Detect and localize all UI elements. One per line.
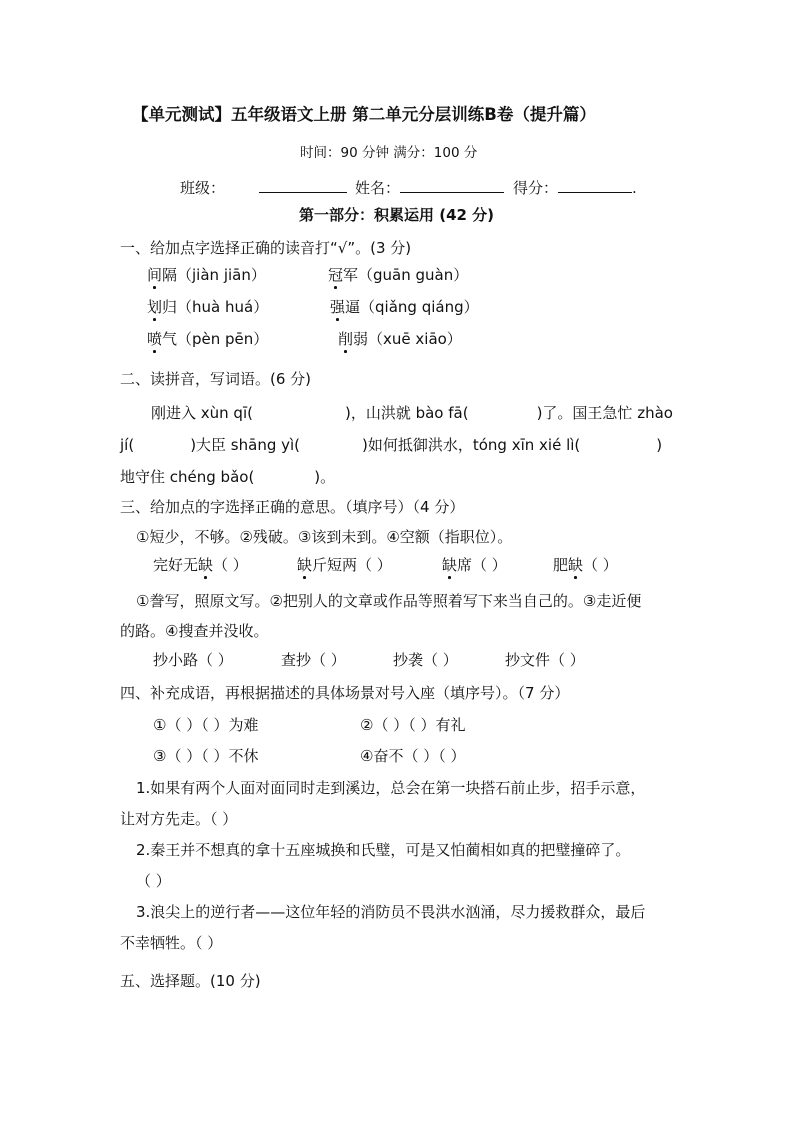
q1-item	[147, 332, 268, 347]
q1-item	[330, 300, 479, 315]
text: )。	[314, 468, 336, 486]
pinyin-options[interactable]: 气（pèn pēn）	[162, 330, 269, 348]
q3-word[interactable]	[297, 558, 392, 573]
dotted-char: 强	[330, 298, 346, 316]
dotted-char: 缺	[442, 556, 458, 574]
q3-definitions: 的路。④搜查并没收。	[120, 622, 269, 640]
text: （ ）	[213, 556, 248, 574]
q3-word[interactable]: 查抄（ ）	[281, 651, 346, 669]
name-label: 姓名：	[355, 179, 401, 197]
dotted-char: 缺	[297, 556, 313, 574]
text: 地守住 chéng bǎo(	[120, 468, 255, 486]
time-info: 时间：90 分钟 满分：100 分	[300, 145, 478, 161]
dotted-char: 缺	[568, 556, 584, 574]
text: 席（ ）	[457, 556, 507, 574]
q1-item	[147, 300, 268, 315]
q2-line	[120, 438, 662, 453]
scene-answer[interactable]: 不幸牺牲。（ ）	[120, 934, 223, 952]
dotted-char: 划	[147, 298, 163, 316]
dotted-char: 冠	[328, 266, 344, 284]
part1-heading: 第一部分：积累运用 (42 分)	[299, 206, 495, 224]
pinyin-options[interactable]: 弱（xuē xiāo）	[353, 330, 462, 348]
pinyin-options[interactable]: 逼（qiǎng qiáng）	[345, 298, 479, 316]
name-field[interactable]	[400, 178, 504, 193]
scene-text: 2.秦王并不想真的拿十五座城换和氏璧，可是又怕蔺相如真的把璧撞碎了。	[136, 841, 631, 859]
q3-word[interactable]	[553, 558, 618, 573]
q3-heading: 三、给加点的字选择正确的意思。（填序号）（4 分）	[120, 498, 465, 516]
q1-item	[147, 268, 266, 283]
q5-heading: 五、选择题。(10 分)	[120, 972, 261, 990]
pinyin-options[interactable]: 军（guān guàn）	[343, 266, 469, 284]
pinyin-options[interactable]: 隔（jiàn jiān）	[162, 266, 266, 284]
q1-item	[338, 332, 462, 347]
info-line	[180, 178, 637, 196]
text: )了。国王急忙 zhào	[536, 404, 673, 422]
q3-word[interactable]	[442, 558, 507, 573]
q1-heading: 一、给加点字选择正确的读音打“√”。(3 分)	[120, 239, 412, 257]
text: 刚进入 xùn qī(	[151, 404, 253, 422]
score-label: 得分：	[513, 179, 559, 197]
idiom-item[interactable]: ③（ ）（ ）不休	[153, 747, 259, 765]
q3-word[interactable]	[153, 558, 248, 573]
class-field[interactable]	[259, 178, 347, 193]
dotted-char: 间	[147, 266, 163, 284]
text: )大臣 shāng yì(	[190, 436, 301, 454]
score-field[interactable]	[558, 178, 632, 193]
q3-word[interactable]: 抄文件（ ）	[505, 651, 585, 669]
q3-definitions: ①短少，不够。②残破。③该到未到。④空额（指职位）。	[136, 528, 513, 546]
dotted-char: 喷	[147, 330, 163, 348]
q2-line	[120, 470, 335, 485]
scene-text: 1.如果有两个人面对面同时走到溪边，总会在第一块搭石前止步，招手示意，	[136, 779, 646, 797]
scene-text: 3.浪尖上的逆行者——这位年轻的消防员不畏洪水汹涌，尽力援救群众，最后	[136, 903, 646, 921]
idiom-item[interactable]: ②（ ）（ ）有礼	[360, 716, 466, 734]
scene-answer[interactable]: （ ）	[136, 872, 171, 890]
q2-heading: 二、读拼音，写词语。(6 分)	[120, 370, 312, 388]
q4-heading: 四、补充成语，再根据描述的具体场景对号入座（填序号）。（7 分）	[120, 684, 570, 702]
score-end: .	[632, 179, 637, 197]
dotted-char: 削	[338, 330, 354, 348]
q3-word[interactable]: 抄袭（ ）	[393, 651, 458, 669]
scene-answer[interactable]: 让对方先走。（ ）	[120, 810, 238, 828]
text: )，山洪就 bào fā(	[344, 404, 469, 422]
page-title: 【单元测试】五年级语文上册 第二单元分层训练B卷（提升篇）	[132, 105, 596, 124]
q2-line	[151, 406, 673, 421]
text: （ ）	[583, 556, 618, 574]
text: jí(	[120, 436, 135, 454]
q3-word[interactable]: 抄小路（ ）	[153, 651, 233, 669]
idiom-item[interactable]: ①（ ）（ ）为难	[153, 716, 259, 734]
text: 完好无	[153, 556, 199, 574]
class-label: 班级：	[180, 179, 226, 197]
q3-definitions: ①誊写，照原文写。②把别人的文章或作品等照着写下来当自己的。③走近便	[136, 592, 642, 610]
text: )	[656, 436, 663, 454]
text: )如何抵御洪水，tóng xīn xié lì(	[362, 436, 581, 454]
idiom-item[interactable]: ④奋不（ ）（ ）	[360, 747, 466, 765]
text: 肥	[553, 556, 569, 574]
pinyin-options[interactable]: 归（huà huá）	[162, 298, 269, 316]
dotted-char: 缺	[198, 556, 214, 574]
q1-item	[328, 268, 468, 283]
text: 斤短两（ ）	[312, 556, 392, 574]
